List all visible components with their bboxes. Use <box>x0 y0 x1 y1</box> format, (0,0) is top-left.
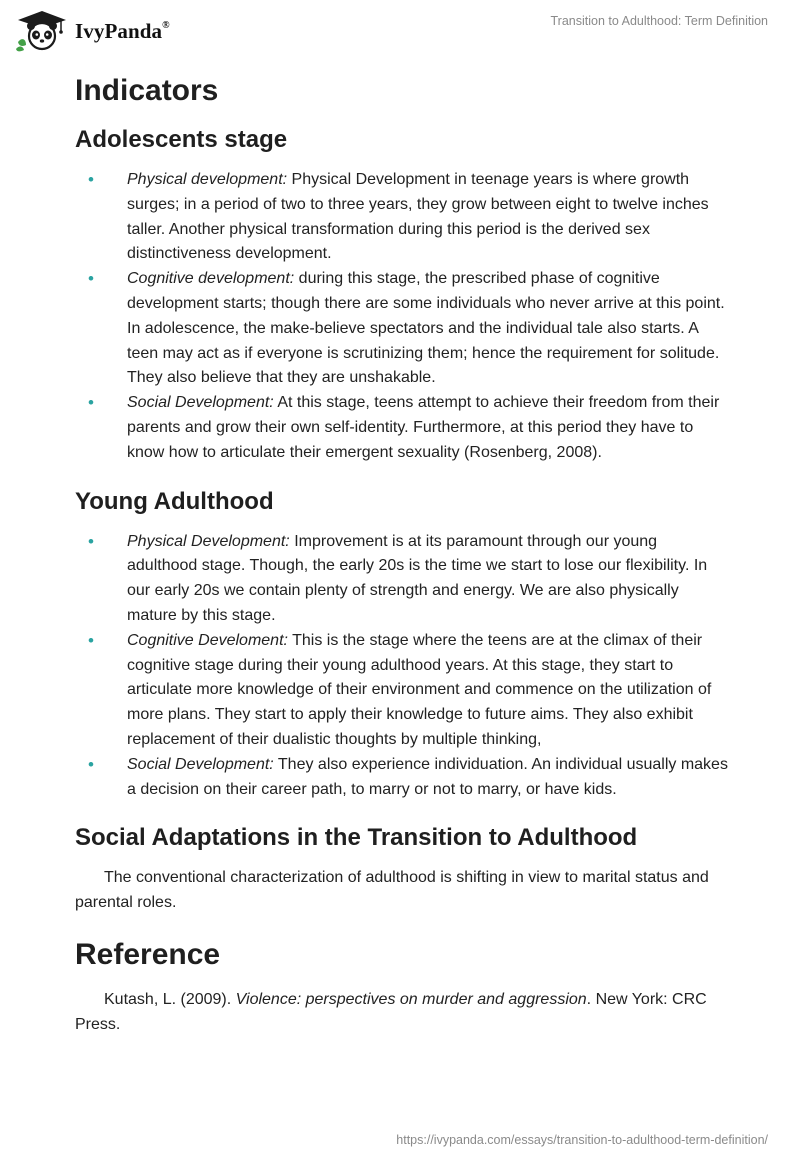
section-title-reference: Reference <box>75 937 221 971</box>
panda-logo-icon <box>14 9 70 53</box>
list-item: • Cognitive development: during this stage, the prescribed phase of cognitive development starts; though there are some individuals who never arrive at this point. In adolescence, the make-believe spectators and the individual tale also starts. A teen may act as if everyone is scrutinizing them; hence the requirement for solitude. They also believe that they are unshakable. <box>88 269 725 387</box>
reference-work-title: Violence: perspectives on murder and aggression <box>235 990 587 1008</box>
bullet-icon: • <box>88 393 94 413</box>
list-item: • Physical development: Physical Development in teenage years is where growth surges; in a period of two to three years, they grow between eight to twelve inches taller. Another physical transformation during this period is the derived sex distinctiveness development. <box>88 170 709 263</box>
page-header <box>0 0 800 60</box>
bullet-icon: • <box>88 269 94 289</box>
essay-content <box>75 70 730 1038</box>
list-item: • Social Development: At this stage, teens attempt to achieve their freedom from their parents and grow their own self-identity. Furthermore, at this period they have to know how to articulate their emergent sexuality (Rosenberg, 2008). <box>88 393 720 461</box>
adolescents-list <box>75 168 730 466</box>
brand-name: IvyPanda® <box>75 18 170 43</box>
source-url[interactable]: https://ivypanda.com/essays/transition-to-adulthood-term-definition/ <box>396 1133 768 1147</box>
list-item: • Physical Development: Improvement is at its paramount through our young adulthood stage. Though, the early 20s is the time we start to lose our flexibility. In our early 20s we contain plenty of strength and energy. We are also physically mature by this stage. <box>88 531 708 624</box>
list-item: • Cognitive Develoment: This is the stage where the teens are at the climax of their cognitive stage during their young adulthood years. At this stage, they start to articulate more knowledge of their environment and commence on the utilization of more plans. They start to apply their knowledge to future aims. They also exhibit replacement of their dualistic thoughts by multiple thinking, <box>88 630 712 748</box>
list-item: • Social Development: They also experience individuation. An individual usually makes a decision on their career path, to marry or not to marry, or have kids. <box>88 754 728 798</box>
ivypanda-logo[interactable] <box>14 9 170 53</box>
social-adaptations-paragraph: The conventional characterization of adulthood is shifting in view to marital status and parental roles. <box>75 869 709 912</box>
running-title: Transition to Adulthood: Term Definition <box>550 14 768 28</box>
heading-social-adaptations: Social Adaptations in the Transition to Adulthood <box>75 824 638 852</box>
reference-entry: Kutash, L. (2009). Violence: perspectives on murder and aggression. New York: CRC Press. <box>75 990 707 1033</box>
section-title-indicators: Indicators <box>75 74 219 107</box>
bullet-icon: • <box>88 630 94 650</box>
bullet-icon: • <box>88 754 94 774</box>
young-adulthood-list <box>75 530 730 803</box>
heading-young-adulthood: Young Adulthood <box>75 487 274 515</box>
bullet-icon: • <box>88 531 94 551</box>
bullet-icon: • <box>88 170 94 189</box>
heading-adolescents-stage: Adolescents stage <box>75 126 288 153</box>
